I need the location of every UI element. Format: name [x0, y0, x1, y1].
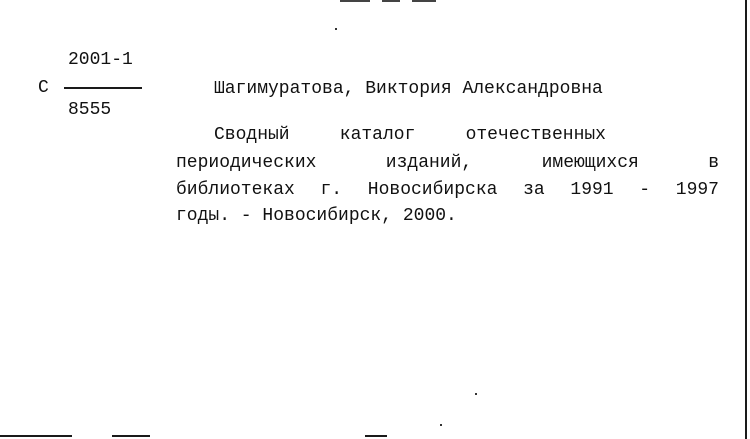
scan-speck: [440, 424, 442, 426]
description-line: Сводный каталог отечественных: [214, 125, 606, 145]
card-right-border: [745, 0, 747, 439]
top-edge-fragment: [412, 0, 436, 2]
classification-number-top: 2001-1: [68, 50, 133, 70]
top-edge-fragment: [340, 0, 370, 2]
scan-speck: [475, 393, 477, 395]
classification-number-bottom: 8555: [68, 100, 112, 120]
scan-speck: [335, 28, 337, 30]
description-line: годы. - Новосибирск, 2000.: [176, 206, 457, 226]
classification-fraction-rule: [64, 87, 142, 89]
description-line: периодических изданий, имеющихся в: [176, 153, 719, 173]
description-line: библиотеках г. Новосибирска за 1991 - 1997: [176, 180, 719, 200]
classification-letter: С: [38, 78, 49, 98]
card-bottom-border: [112, 435, 150, 437]
card-bottom-border: [0, 435, 72, 437]
author-heading: Шагимуратова, Виктория Александровна: [214, 79, 603, 99]
card-bottom-border: [365, 435, 387, 437]
top-edge-fragment: [382, 0, 400, 2]
